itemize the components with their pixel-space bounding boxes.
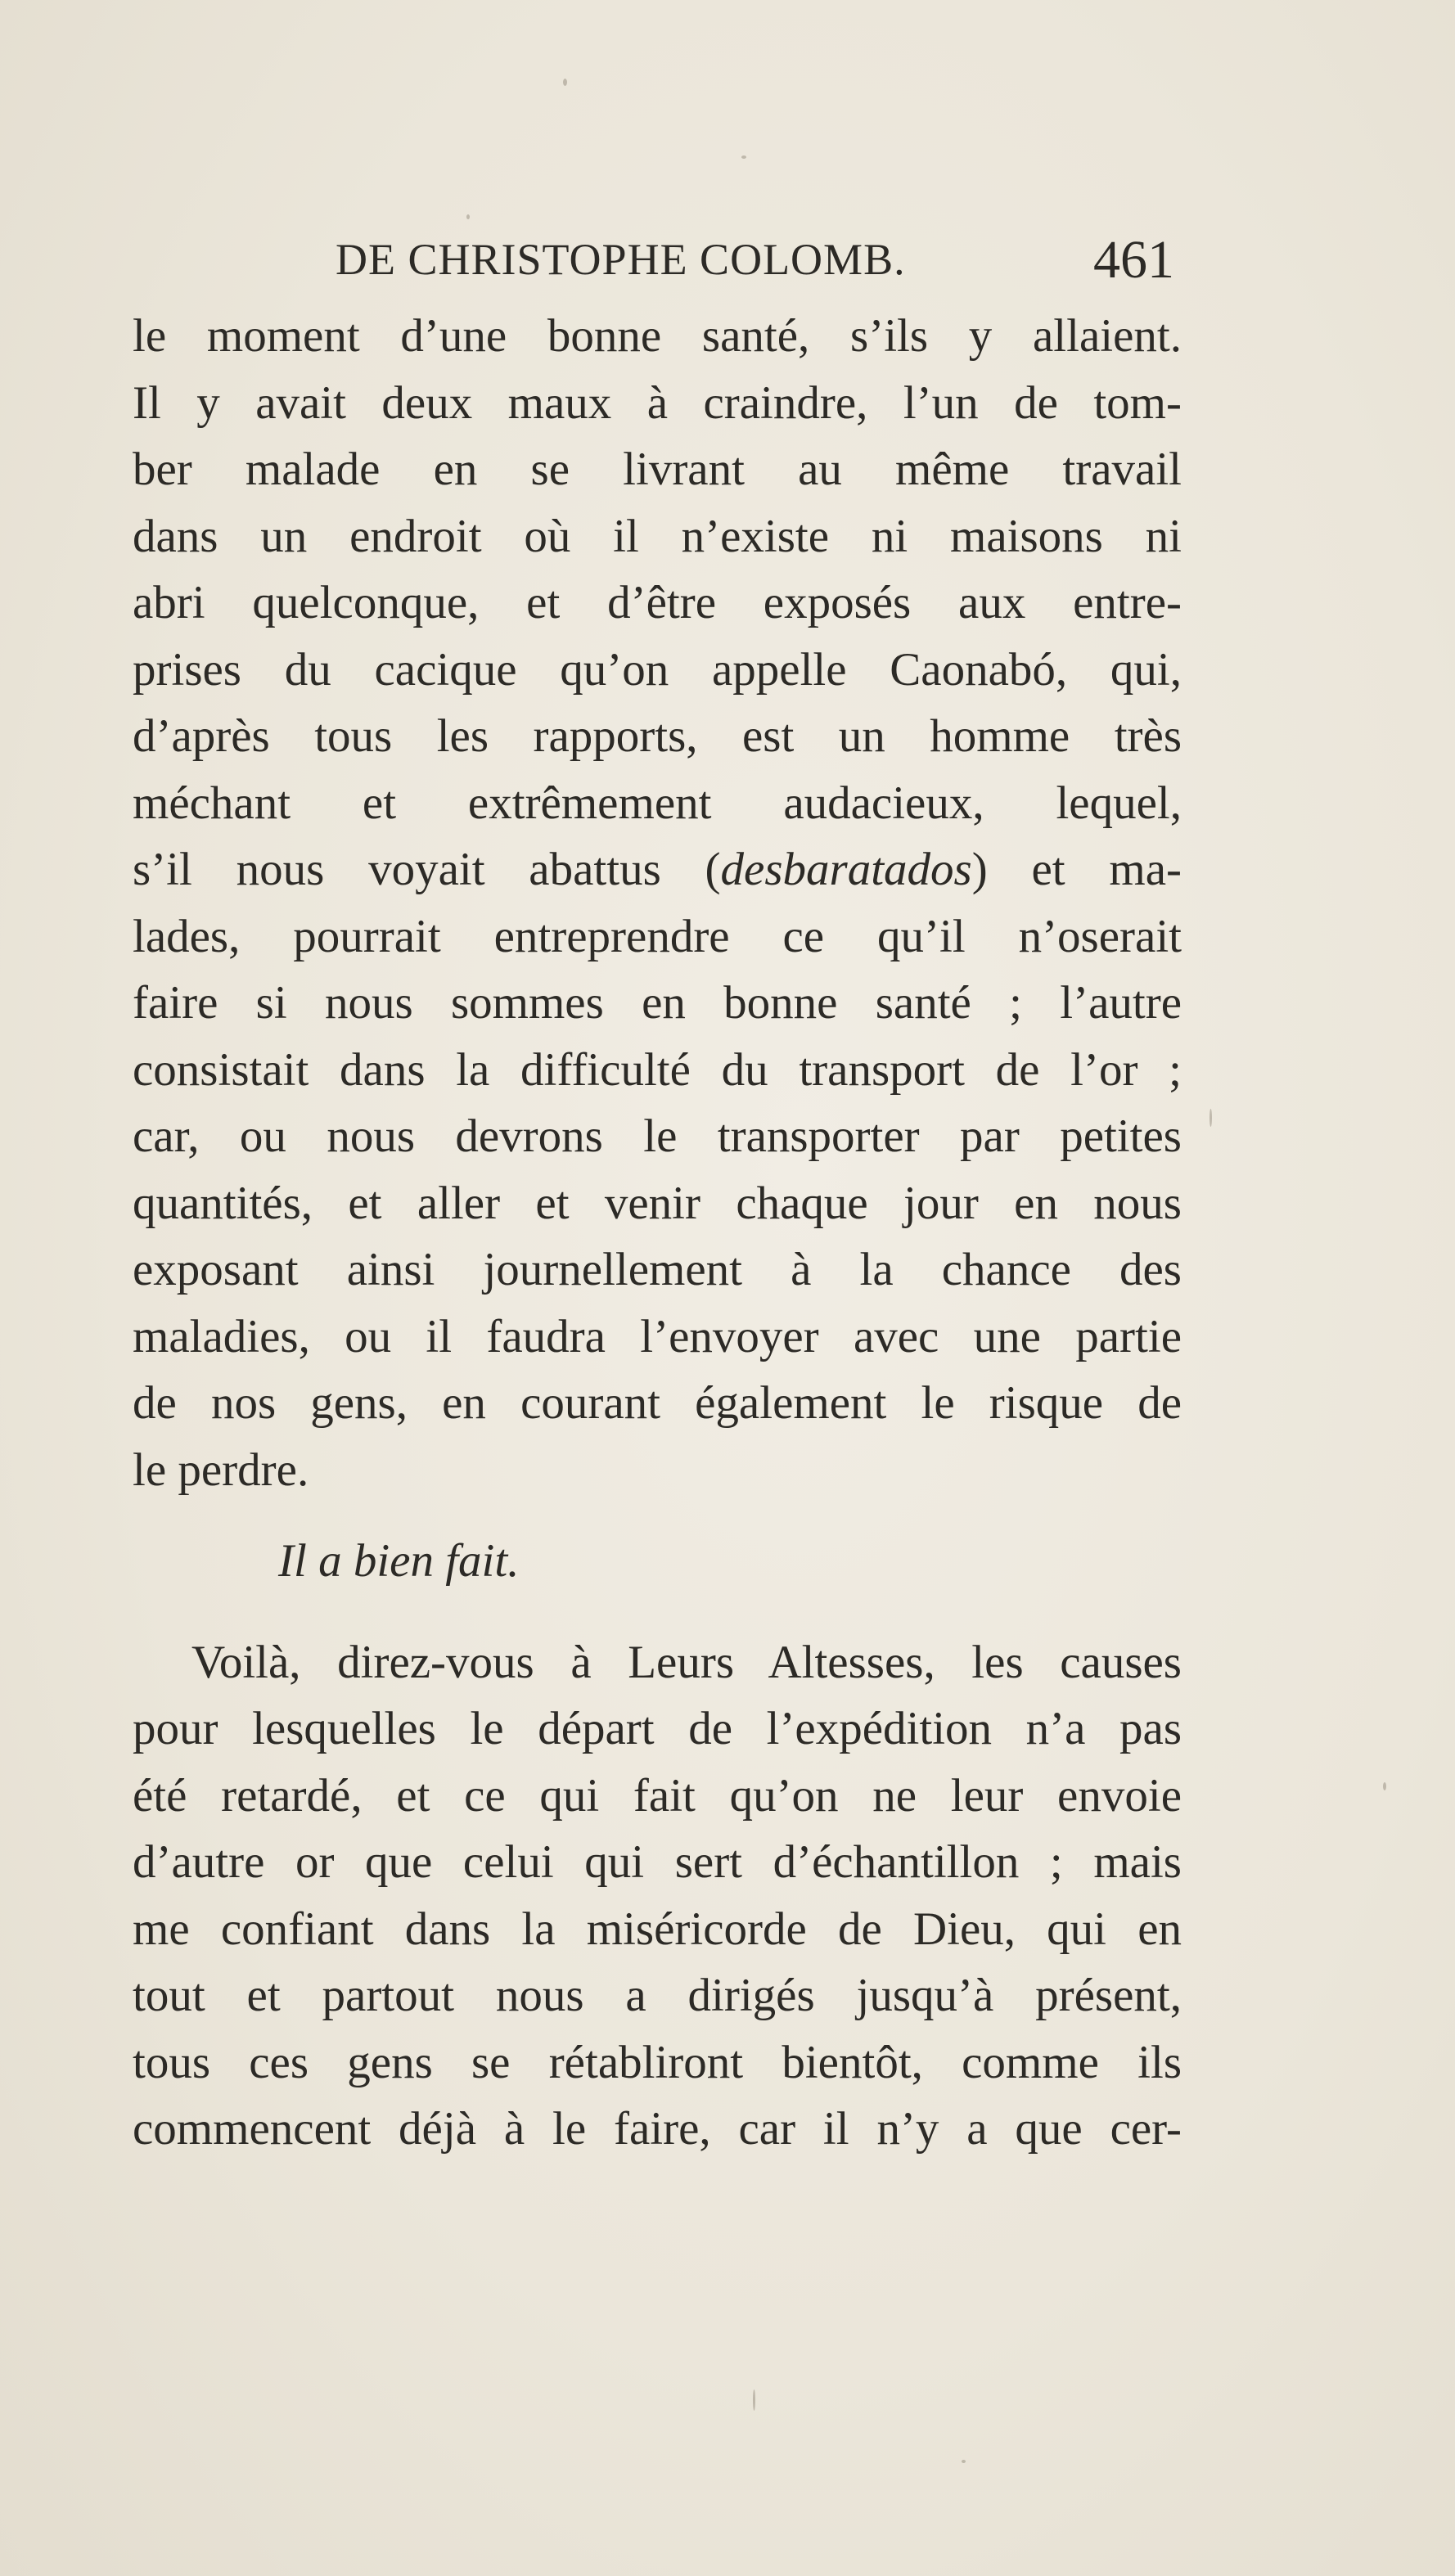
page-header xyxy=(336,230,1174,299)
text-line: Voilà, direz-vous à Leurs Altesses, les causes xyxy=(191,1636,1182,1688)
text-line: consistait dans la difficulté du transport de l’or ; xyxy=(133,1043,1182,1096)
text-line: tous ces gens se rétabliront bientôt, comme ils xyxy=(133,2036,1182,2088)
text-line: de nos gens, en courant également le risque de xyxy=(133,1377,1182,1429)
text-line: Il y avait deux maux à craindre, l’un de tom- xyxy=(133,376,1182,429)
text-line: tout et partout nous a dirigés jusqu’à présent, xyxy=(133,1970,1182,2021)
text-line: me confiant dans la miséricorde de Dieu, qui en xyxy=(133,1903,1182,1955)
text-line: faire si nous sommes en bonne santé ; l’autre xyxy=(133,977,1182,1029)
paper-speck xyxy=(741,155,746,159)
text-segment: s’il nous voyait abattus ( xyxy=(133,844,721,895)
body-text xyxy=(133,303,1182,2163)
paper-speck xyxy=(753,2389,755,2411)
text-line: été retardé, et ce qui fait qu’on ne leur envoie xyxy=(133,1769,1182,1822)
paper-speck xyxy=(1209,1109,1212,1127)
text-line: prises du cacique qu’on appelle Caonabó, qui, xyxy=(133,643,1182,696)
text-line: lades, pourrait entreprendre ce qu’il n’oserait xyxy=(133,910,1182,962)
text-line: le perdre. xyxy=(133,1443,309,1496)
text-line: commencent déjà à le faire, car il n’y a que cer- xyxy=(133,2103,1182,2155)
text-line: le moment d’une bonne santé, s’ils y allaient. xyxy=(133,310,1182,362)
paper-speck xyxy=(466,214,470,219)
text-line: maladies, ou il faudra l’envoyer avec une partie xyxy=(133,1310,1182,1362)
text-line xyxy=(133,836,1182,903)
text-line: dans un endroit où il n’existe ni maisons ni xyxy=(133,510,1182,562)
text-line: d’autre or que celui qui sert d’échantillon ; mais xyxy=(133,1836,1182,1888)
marginal-note: Il a bien fait. xyxy=(278,1535,520,1587)
paper-speck xyxy=(563,79,567,86)
text-line: pour lesquelles le départ de l’expédition n’a pas xyxy=(133,1703,1182,1754)
italic-term: desbaratados xyxy=(720,844,972,895)
spacer xyxy=(133,1503,1182,1528)
spacer xyxy=(133,1595,1182,1629)
text-line: d’après tous les rapports, est un homme très xyxy=(133,710,1182,762)
text-line: méchant et extrêmement audacieux, lequel, xyxy=(133,777,1182,829)
text-segment: ) et ma- xyxy=(971,844,1182,895)
text-line: abri quelconque, et d’être exposés aux entre- xyxy=(133,577,1182,628)
paper-speck xyxy=(1383,1782,1386,1790)
text-line: ber malade en se livrant au même travail xyxy=(133,444,1182,495)
text-line: exposant ainsi journellement à la chance des xyxy=(133,1244,1182,1295)
text-line: car, ou nous devrons le transporter par petites xyxy=(133,1110,1182,1162)
paper-speck xyxy=(962,2460,966,2463)
text-line: quantités, et aller et venir chaque jour en nous xyxy=(133,1177,1182,1229)
running-head: DE CHRISTOPHE COLOMB. xyxy=(336,235,906,284)
page-number: 461 xyxy=(1093,230,1174,290)
